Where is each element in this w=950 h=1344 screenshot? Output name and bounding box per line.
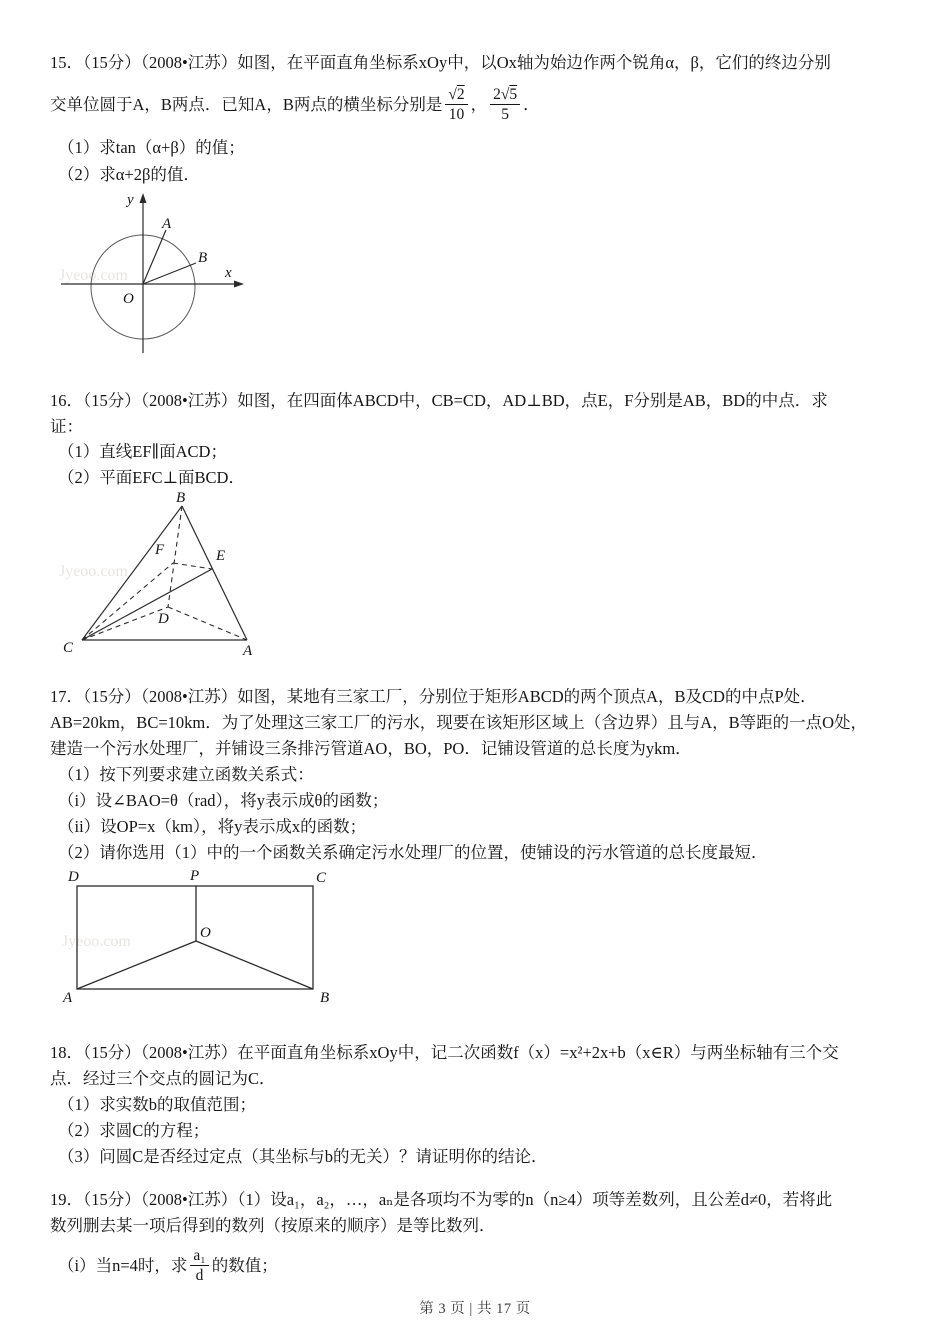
q15-line-1: 15．（15分）（2008•江苏）如图，在平面直角坐标系xOy中，以Ox轴为始边作两个锐角α，β，它们的终边分别: [50, 53, 831, 72]
q15-item-1: （1）求tan（α+β）的值；: [58, 138, 245, 157]
q15-period: ．: [523, 95, 540, 114]
q17-line-1: 17．（15分）（2008•江苏）如图，某地有三家工厂，分别位于矩形ABCD的两个顶点A，B及CD的中点P处．: [50, 687, 817, 706]
watermark-text: Jyeoo.com: [59, 563, 128, 580]
watermark-text: Jyeoo.com: [62, 933, 131, 950]
figure-unit-circle: [55, 190, 910, 358]
question-17: [50, 684, 910, 1012]
fraction-sqrt2-over-10: $\frac{√2}{10}$: [445, 86, 467, 124]
label-p: P: [190, 868, 200, 884]
label-b: B: [320, 990, 330, 1006]
q15-separator: ，: [470, 95, 488, 114]
q15-item-2: （2）求α+2β的值．: [58, 165, 200, 184]
label-point-b: B: [198, 250, 208, 266]
q19-item-i: [50, 1239, 910, 1293]
q19-line-1: 19．（15分）（2008•江苏）（1）设a₁，a₂，…，aₙ是各项均不为零的n（n≥4）项等差数列，且公差d≠0，若将此: [50, 1190, 833, 1209]
q16-item-1: （1）直线EF∥面ACD；: [58, 442, 227, 461]
q16-line-1: 16．（15分）（2008•江苏）如图，在四面体ABCD中，CB=CD，AD⊥BD，点E，F分别是AB，BD的中点．求: [50, 391, 828, 410]
y-axis-arrow: [140, 193, 147, 203]
q18-item-3: （3）问圆C是否经过定点（其坐标与b的无关）？请证明你的结论．: [58, 1147, 548, 1166]
fraction-a1-over-d: $\frac{\text{a₁}}{d}$: [190, 1247, 208, 1285]
page-footer: 第 3 页 | 共 17 页: [419, 1301, 531, 1317]
figure-rectangle: [50, 866, 910, 1012]
q15-line-2: [50, 76, 910, 134]
label-b: B: [176, 490, 186, 506]
label-a: A: [63, 990, 73, 1006]
label-x-axis: x: [225, 265, 232, 281]
q18-line-2: 点．经过三个交点的圆记为C．: [50, 1069, 276, 1088]
q19-item-i-post: 的数值；: [211, 1256, 278, 1275]
label-point-a: A: [162, 216, 172, 232]
segment-fe: [173, 563, 212, 569]
q17-line-3: 建造一个污水处理厂，并铺设三条排污管道AO，BO，PO．记铺设管道的总长度为ykm．: [50, 739, 692, 758]
q19-line-2: 数列删去某一项后得到的数列（按原来的顺序）是等比数列．: [50, 1216, 496, 1235]
question-16: [50, 388, 910, 662]
label-a: A: [243, 643, 253, 659]
q18-line-1: 18．（15分）（2008•江苏）在平面直角坐标系xOy中，记二次函数f（x）=x²+2x+b（x∈R）与两坐标轴有三个交: [50, 1043, 839, 1062]
label-o: O: [200, 925, 211, 941]
unit-circle-svg: [55, 190, 255, 358]
label-f: F: [155, 542, 165, 558]
q17-line-2: AB=20km，BC=10km．为了处理这三家工厂的污水，现要在该矩形区域上（含边界）且与A，B等距的一点O处，: [50, 713, 868, 732]
q18-item-2: （2）求圆C的方程；: [58, 1121, 210, 1140]
q18-item-1: （1）求实数b的取值范围；: [58, 1095, 256, 1114]
label-origin: O: [123, 291, 134, 307]
figure-tetrahedron: [55, 490, 910, 662]
question-19: [50, 1187, 910, 1293]
watermark-text: Jyeoo.com: [59, 267, 128, 284]
x-axis-arrow: [234, 281, 244, 288]
rectangle-svg: [50, 866, 350, 1012]
label-d: D: [68, 869, 79, 885]
label-e: E: [216, 548, 226, 564]
label-c: C: [63, 640, 74, 656]
q19-item-i-pre: （i）当n=4时，求: [58, 1256, 188, 1275]
tetrahedron-svg: [55, 490, 270, 662]
q17-item-1ii: （ii）设OP=x（km），将y表示成x的函数；: [58, 817, 367, 836]
q17-item-1i: （i）设∠BAO=θ（rad），将y表示成θ的函数；: [58, 791, 389, 810]
question-15: [50, 50, 910, 358]
label-d: D: [158, 611, 169, 627]
fraction-2sqrt5-over-5: $\frac{2√5}{5}$: [490, 86, 520, 124]
edge-da: [168, 607, 247, 640]
edge-ba: [182, 506, 247, 640]
q16-line-2: 证：: [50, 416, 83, 436]
label-c: C: [316, 870, 327, 886]
q16-item-2: （2）平面EFC⊥面BCD．: [58, 467, 245, 487]
q17-item-2: （2）请你选用（1）中的一个函数关系确定污水处理厂的位置，使铺设的污水管道的总长度最短．: [58, 843, 768, 862]
q17-item-1: （1）按下列要求建立函数关系式：: [58, 765, 314, 784]
label-y-axis: y: [127, 192, 134, 208]
segment-ob: [196, 941, 313, 989]
q15-line-2-text: 交单位圆于A，B两点．已知A，B两点的横坐标分别是: [50, 95, 443, 114]
question-18: [50, 1040, 910, 1170]
